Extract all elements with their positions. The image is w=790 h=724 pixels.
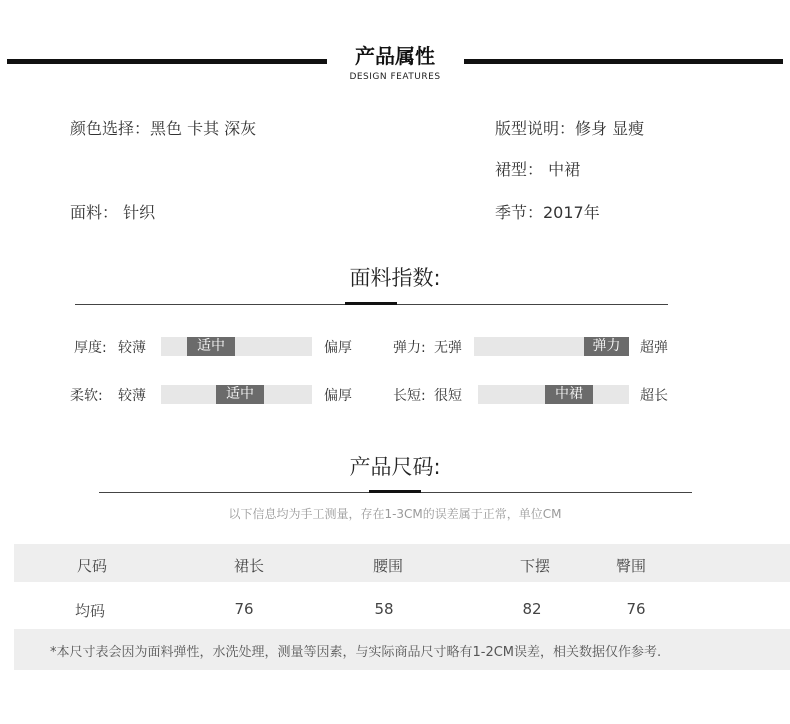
size-footnote: *本尺寸表会因为面料弹性，水洗处理，测量等因素，与实际商品尺寸略有1-2CM误差，相关数据仅作参考.: [50, 645, 662, 660]
elasticity-low: 无弹: [434, 340, 462, 356]
size-row-size: 均码: [74, 602, 106, 620]
length-track: [478, 385, 629, 404]
size-bar: [369, 490, 421, 493]
softness-high: 偏厚: [324, 388, 352, 404]
attr-fabric: 面料： 针织: [70, 203, 156, 222]
size-header-waist: 腰围: [372, 557, 404, 575]
thickness-low: 较薄: [118, 340, 146, 356]
size-header-size: 尺码: [76, 557, 108, 575]
thickness-track: [161, 337, 312, 356]
fabric-index-bar: [345, 302, 397, 305]
softness-track: [161, 385, 312, 404]
attr-fit: 版型说明：修身 显瘦: [495, 119, 645, 138]
fabric-index-title: 面料指数:: [349, 266, 441, 290]
page-title: 产品属性: [355, 44, 435, 68]
softness-label: 柔软:: [70, 388, 103, 404]
softness-marker: 适中: [216, 385, 264, 404]
length-marker: 中裙: [545, 385, 593, 404]
thickness-label: 厚度:: [74, 340, 107, 356]
elasticity-marker: 弹力: [584, 337, 629, 356]
attr-color: 颜色选择：黑色 卡其 深灰: [70, 119, 257, 138]
elasticity-high: 超弹: [640, 340, 668, 356]
page-subtitle: DESIGN FEATURES: [349, 72, 441, 82]
size-note: 以下信息均为手工测量，存在1-3CM的误差属于正常，单位CM: [228, 507, 562, 521]
size-header-length: 裙长: [233, 557, 265, 575]
softness-low: 较薄: [118, 388, 146, 404]
elasticity-label: 弹力:: [393, 340, 426, 356]
length-high: 超长: [640, 388, 668, 404]
attr-season: 季节：2017年: [495, 203, 600, 222]
size-header-hip: 臀围: [615, 557, 647, 575]
size-row-hip: 76: [626, 600, 646, 618]
thickness-marker: 适中: [187, 337, 235, 356]
attr-skirt: 裙型： 中裙: [495, 160, 581, 179]
size-row-waist: 58: [374, 600, 394, 618]
size-header-hem: 下摆: [519, 557, 551, 575]
elasticity-track: [474, 337, 629, 356]
length-low: 很短: [434, 388, 462, 404]
length-label: 长短:: [393, 388, 426, 404]
size-row-hem: 82: [522, 600, 542, 618]
size-title: 产品尺码:: [349, 455, 441, 479]
size-row-length: 76: [234, 600, 254, 618]
thickness-high: 偏厚: [324, 340, 352, 356]
